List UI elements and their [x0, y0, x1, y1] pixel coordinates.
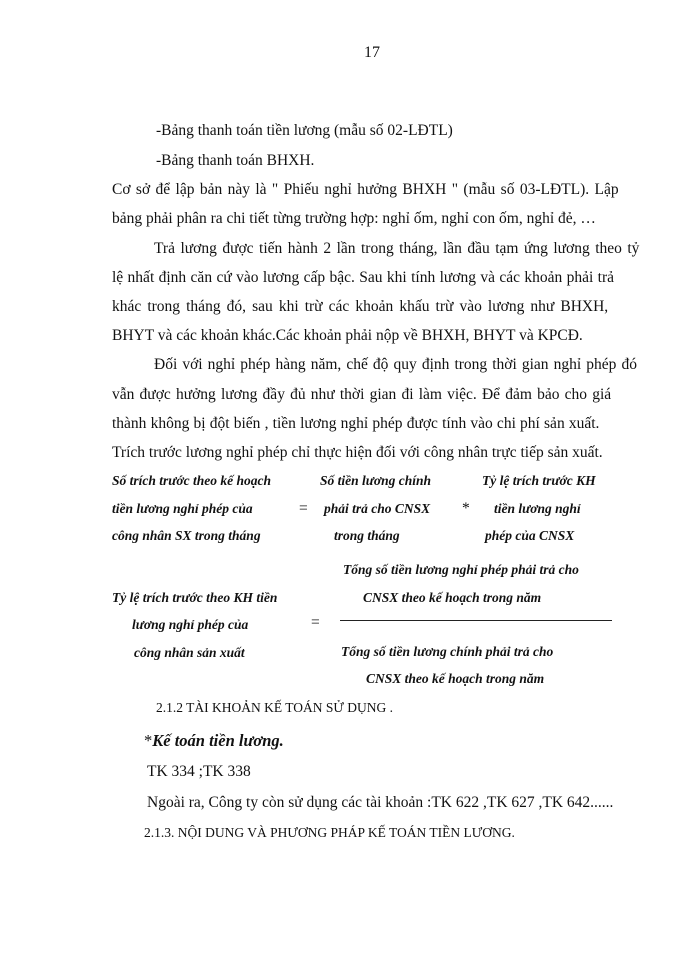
formula1-right-line: tiền lương nghỉ [494, 501, 581, 516]
other-accounts-line: Ngoài ra, Công ty còn sử dụng các tài khoản :TK 622 ,TK 627 ,TK 642...... [147, 794, 614, 811]
text-line: bảng phải phân ra chi tiết từng trường hợp: nghỉ ốm, nghỉ con ốm, nghỉ đẻ, … [112, 210, 596, 227]
accounts-line: TK 334 ;TK 338 [147, 763, 251, 780]
subheading-text: Kế toán tiền lương. [152, 731, 284, 750]
text-line: lệ nhất định căn cứ vào lương cấp bậc. Sau khi tính lương và các khoản phải trả [112, 269, 615, 286]
text-line: Trích trước lương nghỉ phép chỉ thực hiện đối với công nhân trực tiếp sản xuất. [112, 444, 603, 461]
formula2-left-line: Tỷ lệ trích trước theo KH tiền [112, 590, 278, 605]
formula1-left-line: Số trích trước theo kế hoạch [112, 473, 271, 488]
formula1-middle-line: Số tiền lương chính [320, 473, 431, 488]
text-line: -Bảng thanh toán tiền lương (mẫu số 02-LĐTL) [156, 122, 453, 139]
section-heading-2-1-3: 2.1.3. NỘI DUNG VÀ PHƯƠNG PHÁP KẾ TOÁN TIỀN LƯƠNG. [144, 825, 515, 840]
formula2-numerator-line: CNSX theo kế hoạch trong năm [363, 590, 542, 605]
page-number: 17 [364, 44, 380, 61]
formula1-left-line: tiền lương nghỉ phép của [112, 501, 253, 516]
formula2-denominator-line: Tổng số tiền lương chính phải trả cho [341, 644, 554, 659]
formula2-left-line: công nhân sản xuất [134, 645, 245, 660]
formula2-numerator-line: Tổng số tiền lương nghỉ phép phải trả cho [343, 562, 579, 577]
formula1-middle-line: phải trả cho CNSX [324, 501, 431, 516]
text-line: Trả lương được tiến hành 2 lần trong tháng, lần đầu tạm ứng lương theo tỷ [154, 240, 640, 257]
formula1-middle-line: trong tháng [334, 528, 400, 543]
formula1-multiply: * [462, 500, 470, 517]
text-line: vẫn được hưởng lương đầy đủ như thời gian đi làm việc. Để đảm bảo cho giá [112, 386, 612, 403]
fraction-line [340, 620, 612, 621]
text-line: -Bảng thanh toán BHXH. [156, 152, 315, 169]
formula2-denominator-line: CNSX theo kế hoạch trong năm [366, 671, 545, 686]
formula1-left-line: công nhân SX trong tháng [112, 528, 261, 543]
formula1-equals: = [299, 500, 308, 517]
text-line: khác trong tháng đó, sau khi trừ các khoản khấu trừ vào lương như BHXH, [112, 298, 609, 315]
formula1-right-line: phép của CNSX [485, 528, 575, 543]
subheading [144, 731, 284, 751]
formula1-right-line: Tỷ lệ trích trước KH [482, 473, 596, 488]
text-line: BHYT và các khoản khác.Các khoản phải nộp về BHXH, BHYT và KPCĐ. [112, 327, 583, 344]
formula2-equals: = [311, 614, 320, 631]
text-line: Đối với nghỉ phép hàng năm, chế độ quy định trong thời gian nghỉ phép đó [154, 356, 637, 373]
section-heading-2-1-2: 2.1.2 TÀI KHOẢN KẾ TOÁN SỬ DỤNG . [156, 700, 393, 715]
formula2-left-line: lương nghỉ phép của [132, 617, 249, 632]
subheading-bullet: * [144, 731, 153, 750]
text-line: thành không bị đột biến , tiền lương nghỉ phép được tính vào chi phí sản xuất. [112, 415, 600, 432]
text-line: Cơ sở để lập bản này là " Phiếu nghỉ hưởng BHXH " (mẫu số 03-LĐTL). Lập [112, 181, 619, 198]
